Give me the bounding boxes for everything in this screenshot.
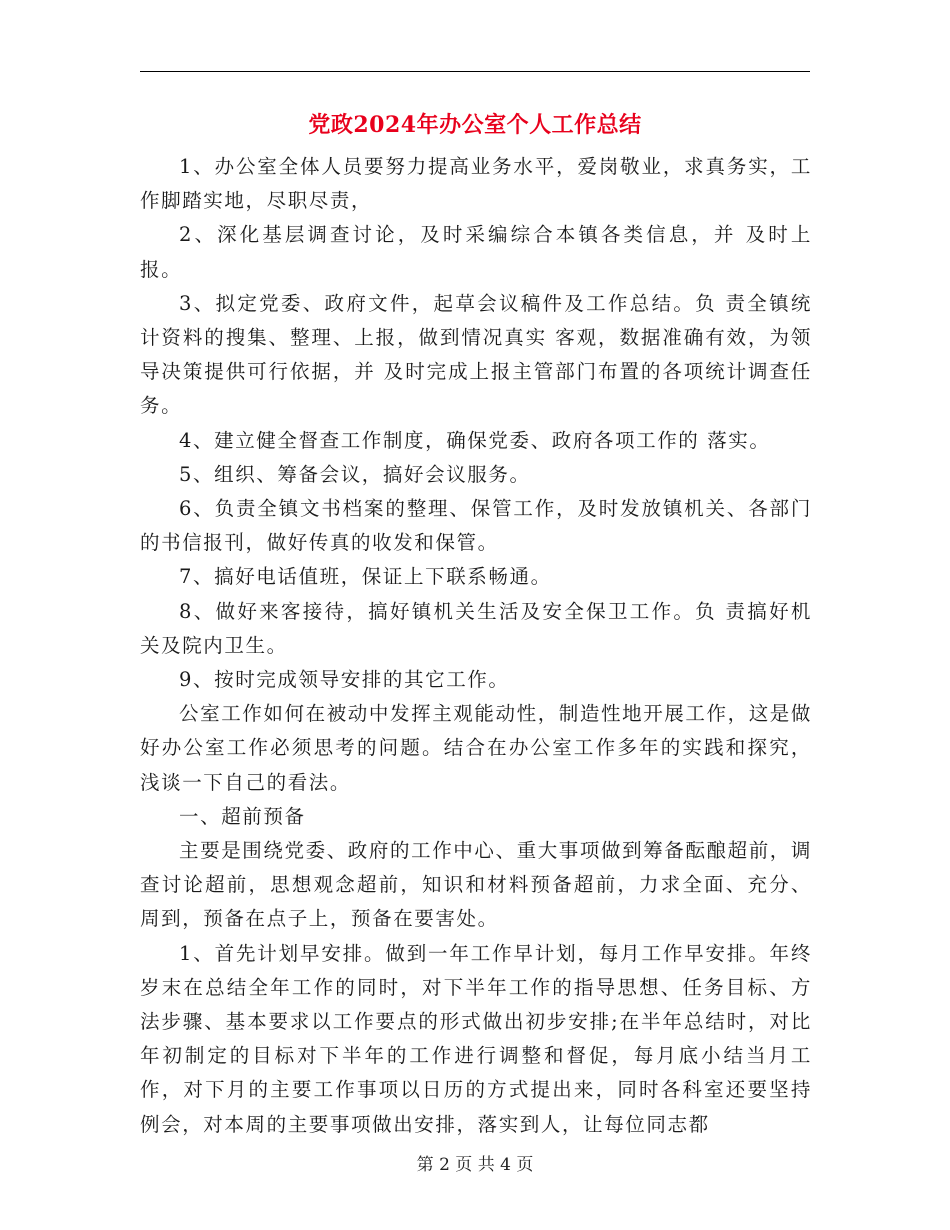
paragraph-1: 1、办公室全体人员要努力提高业务水平，爱岗敬业，求真务实，工作脚踏实地，尽职尽责， bbox=[140, 155, 812, 213]
paragraph-5: 5、组织、筹备会议，搞好会议服务。 bbox=[179, 462, 531, 486]
document-title: 党政2024年办公室个人工作总结 bbox=[308, 112, 642, 138]
paragraph-9: 9、按时完成领导安排的其它工作。 bbox=[179, 668, 510, 692]
paragraph-2: 2、深化基层调查讨论，及时采编综合本镇各类信息，并 及时上报。 bbox=[140, 223, 812, 281]
paragraph-8: 8、做好来客接待，搞好镇机关生活及安全保卫工作。负 责搞好机关及院内卫生。 bbox=[140, 599, 812, 657]
paragraph-3: 3、拟定党委、政府文件，起草会议稿件及工作总结。负 责全镇统计资料的搜集、整理、上报，做到情况真实 客观，数据准确有效，为领导决策提供可行依据，并 及时完成上报主管部门布置的各项统计调查任务。 bbox=[140, 291, 812, 418]
section-heading-1: 一、超前预备 bbox=[179, 804, 306, 828]
paragraph-section-1-item-1: 1、首先计划早安排。做到一年工作早计划，每月工作早安排。年终岁末在总结全年工作的同时，对下半年工作的指导思想、任务目标、方法步骤、基本要求以工作要点的形式做出初步安排;在半年总结时，对比年初制定的目标对下半年的工作进行调整和督促，每月底小结当月工作，对下月的主要工作事项以日历的方式提出来，同时各科室还要坚持例会，对本周的主要事项做出安排，落实到人，让每位同志都 bbox=[140, 941, 812, 1136]
page-number-footer: 第 2 页 共 4 页 bbox=[416, 1155, 534, 1175]
header-rule bbox=[140, 71, 810, 72]
paragraph-7: 7、搞好电话值班，保证上下联系畅通。 bbox=[179, 565, 552, 589]
paragraph-4: 4、建立健全督查工作制度，确保党委、政府各项工作的 落实。 bbox=[179, 428, 771, 452]
document-body bbox=[140, 150, 812, 1142]
paragraph-section-1: 主要是围绕党委、政府的工作中心、重大事项做到筹备酝酿超前，调查讨论超前，思想观念超前，知识和材料预备超前，力求全面、充分、周到，预备在点子上，预备在要害处。 bbox=[140, 839, 813, 931]
paragraph-6: 6、负责全镇文书档案的整理、保管工作，及时发放镇机关、各部门的书信报刊，做好传真的收发和保管。 bbox=[140, 497, 812, 555]
paragraph-intro: 公室工作如何在被动中发挥主观能动性，制造性地开展工作，这是做好办公室工作必须思考的问题。结合在办公室工作多年的实践和探究，浅谈一下自己的看法。 bbox=[140, 702, 813, 794]
